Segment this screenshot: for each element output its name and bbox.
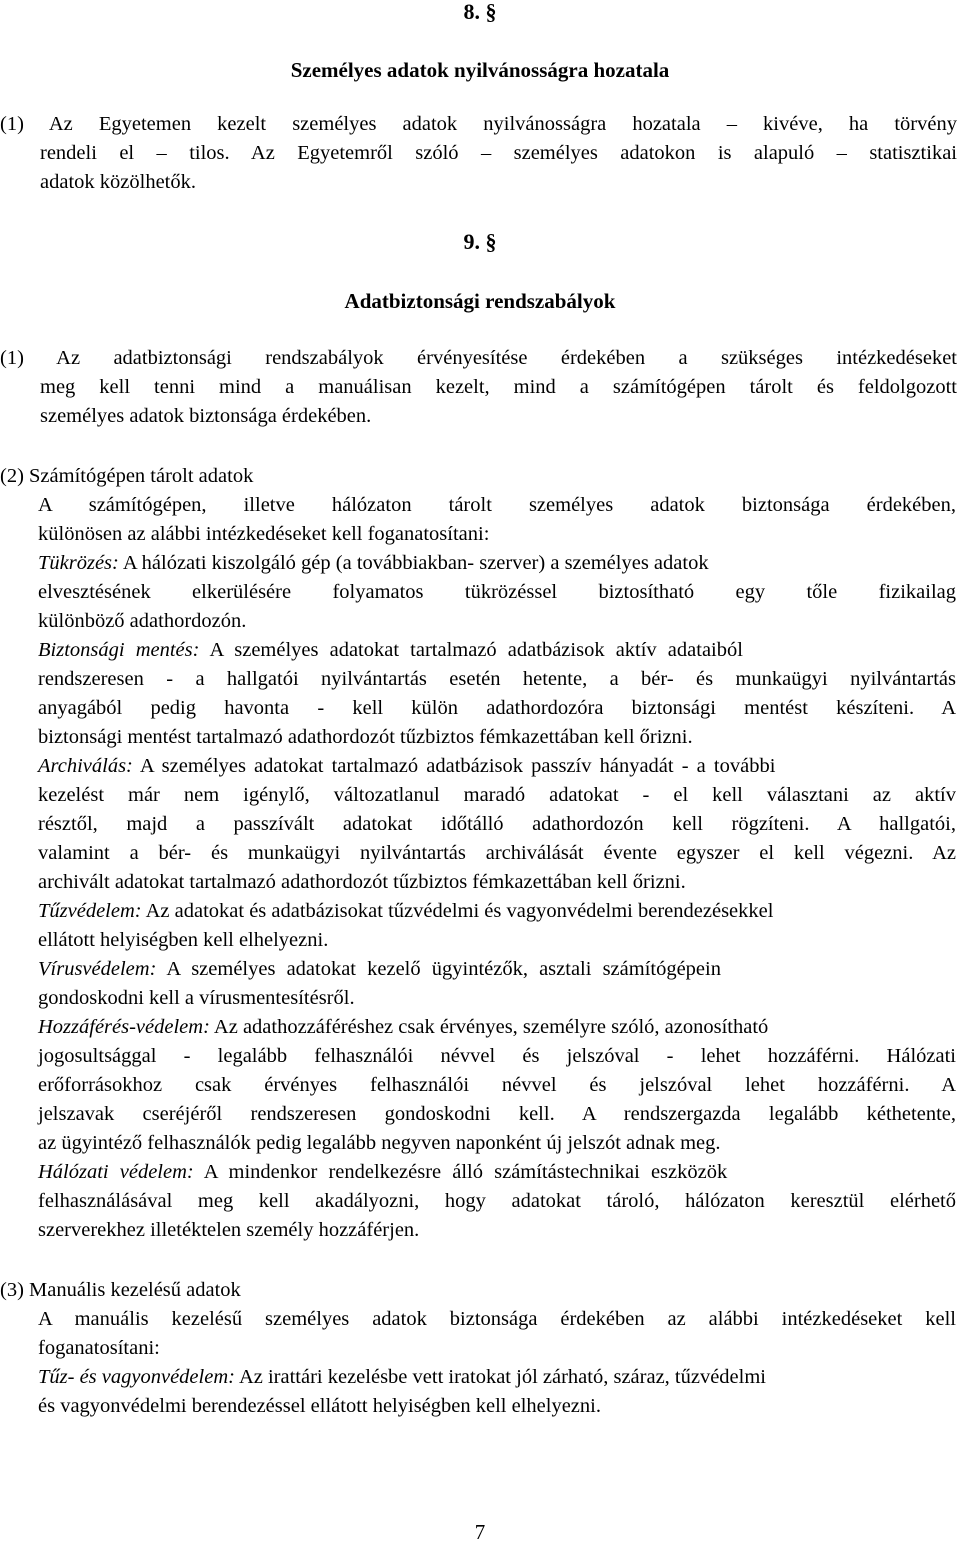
paragraph-line: A számítógépen, illetve hálózaton tárolt személyes adatok biztonsága érdekében, [38, 494, 956, 516]
archiving-item [38, 752, 956, 781]
virus-protection-text: A személyes adatokat kezelő ügyintézők, asztali számítógépein [156, 958, 721, 980]
fire-protection-text: Az adatokat és adatbázisokat tűzvédelmi és vagyonvédelmi berendezésekkel [141, 900, 774, 922]
section-9-paragraph-3-heading [0, 1276, 600, 1305]
paragraph-line: A manuális kezelésű személyes adatok biztonsága érdekében az alábbi intézkedéseket kell [38, 1308, 956, 1330]
section-8-title: Személyes adatok nyilvánosságra hozatala [290, 58, 670, 82]
network-protection-item [38, 1158, 956, 1187]
section-9-paragraph-3-body [38, 1305, 956, 1421]
section-9-paragraph-1 [0, 344, 957, 431]
page-number: 7 [474, 1520, 486, 1544]
paragraph-line: rendszeresen - a hallgatói nyilvántartás esetén hetente, a bér- és munkaügyi nyilvántartás [38, 668, 956, 690]
mirroring-term: Tükrözés: [38, 552, 119, 574]
paragraph-heading: (3) Manuális kezelésű adatok [0, 1279, 241, 1301]
archiving-text: A személyes adatokat tartalmazó adatbázisok passzív hányadát - a további [132, 755, 776, 777]
paragraph-line: elvesztésének elkerülésére folyamatos tükrözéssel biztosítható egy tőle fizikailag [38, 581, 956, 603]
paragraph-line: foganatosítani: [38, 1337, 160, 1359]
access-protection-term: Hozzáférés-védelem: [38, 1016, 210, 1038]
backup-text: A személyes adatokat tartalmazó adatbázisok aktív adataiból [199, 639, 743, 661]
mirroring-text: A hálózati kiszolgáló gép (a továbbiakban- szerver) a személyes adatok [118, 552, 709, 574]
paragraph-line: (1) Az Egyetemen kezelt személyes adatok nyilvánosságra hozatala – kivéve, ha törvény [0, 113, 957, 135]
paragraph-line: felhasználásával meg kell akadályozni, hogy adatokat tároló, hálózaton keresztül elérhető [38, 1190, 956, 1212]
paragraph-line: kezelést már nem igénylő, változatlanul maradó adatokat - el kell választani az aktív [38, 784, 956, 806]
fire-property-protection-item [38, 1363, 956, 1392]
fire-property-protection-term: Tűz- és vagyonvédelem: [38, 1366, 235, 1388]
paragraph-line: rendeli el – tilos. Az Egyetemről szóló – személyes adatokon is alapuló – statisztikai [40, 142, 957, 164]
paragraph-line: anyagából pedig havonta - kell külön adathordozóra biztonsági mentést készíteni. A [38, 697, 956, 719]
paragraph-line: különböző adathordozón. [38, 610, 247, 632]
paragraph-heading: (2) Számítógépen tárolt adatok [0, 465, 254, 487]
section-9-paragraph-2-heading [0, 462, 600, 491]
paragraph-line: archivált adatokat tartalmazó adathordozót tűzbiztos fémkazettában kell őrizni. [38, 871, 686, 893]
paragraph-line: gondoskodni kell a vírusmentesítésről. [38, 987, 355, 1009]
paragraph-line: résztől, majd a passzívált adatokat időtálló adathordozón kell rögzíteni. A hallgatói, [38, 813, 956, 835]
paragraph-line: erőforrásokhoz csak érvényes felhasználói névvel és jelszóval lehet hozzáférni. A [38, 1074, 956, 1096]
paragraph-line: adatok közölhetők. [40, 171, 196, 193]
mirroring-item [38, 549, 956, 578]
backup-term: Biztonsági mentés: [38, 639, 200, 661]
virus-protection-item [38, 955, 956, 984]
network-protection-text: A mindenkor rendelkezésre álló számítástechnikai eszközök [193, 1161, 728, 1183]
section-8-paragraph-1 [0, 110, 957, 197]
paragraph-line: személyes adatok biztonsága érdekében. [40, 405, 372, 427]
fire-property-protection-text: Az irattári kezelésbe vett iratokat jól zárható, száraz, tűzvédelmi [234, 1366, 766, 1388]
paragraph-line: biztonsági mentést tartalmazó adathordozót tűzbiztos fémkazettában kell őrizni. [38, 726, 693, 748]
paragraph-line: különösen az alábbi intézkedéseket kell foganatosítani: [38, 523, 490, 545]
paragraph-line: az ügyintéző felhasználók pedig legalább negyven naponként új jelszót adnak meg. [38, 1132, 721, 1154]
virus-protection-term: Vírusvédelem: [38, 958, 157, 980]
paragraph-line: valamint a bér- és munkaügyi nyilvántartás archiválását évente egyszer el kell végezni. Az [38, 842, 956, 864]
paragraph-line: jogosultsággal - legalább felhasználói névvel és jelszóval - lehet hozzáférni. Hálózati [38, 1045, 956, 1067]
paragraph-line: és vagyonvédelmi berendezéssel ellátott helyiségben kell elhelyezni. [38, 1395, 601, 1417]
archiving-term: Archiválás: [38, 755, 133, 777]
section-9-paragraph-2-body [38, 491, 956, 1245]
paragraph-line: ellátott helyiségben kell elhelyezni. [38, 929, 329, 951]
section-8-number: 8. § [463, 0, 497, 24]
fire-protection-item [38, 897, 956, 926]
access-protection-item [38, 1013, 956, 1042]
network-protection-term: Hálózati védelem: [38, 1161, 194, 1183]
paragraph-line: szerverekhez illetéktelen személy hozzáférjen. [38, 1219, 420, 1241]
backup-item [38, 636, 956, 665]
section-9-title: Adatbiztonsági rendszabályok [344, 289, 616, 313]
paragraph-line: meg kell tenni mind a manuálisan kezelt, mind a számítógépen tárolt és feldolgozott [40, 376, 957, 398]
fire-protection-term: Tűzvédelem: [38, 900, 142, 922]
access-protection-text: Az adathozzáféréshez csak érvényes, személyre szóló, azonosítható [209, 1016, 769, 1038]
section-9-number: 9. § [463, 229, 497, 254]
paragraph-line: jelszavak cseréjéről rendszeresen gondoskodni kell. A rendszergazda legalább kéthetente, [38, 1103, 956, 1125]
paragraph-line: (1) Az adatbiztonsági rendszabályok érvényesítése érdekében a szükséges intézkedéseket [0, 347, 957, 369]
